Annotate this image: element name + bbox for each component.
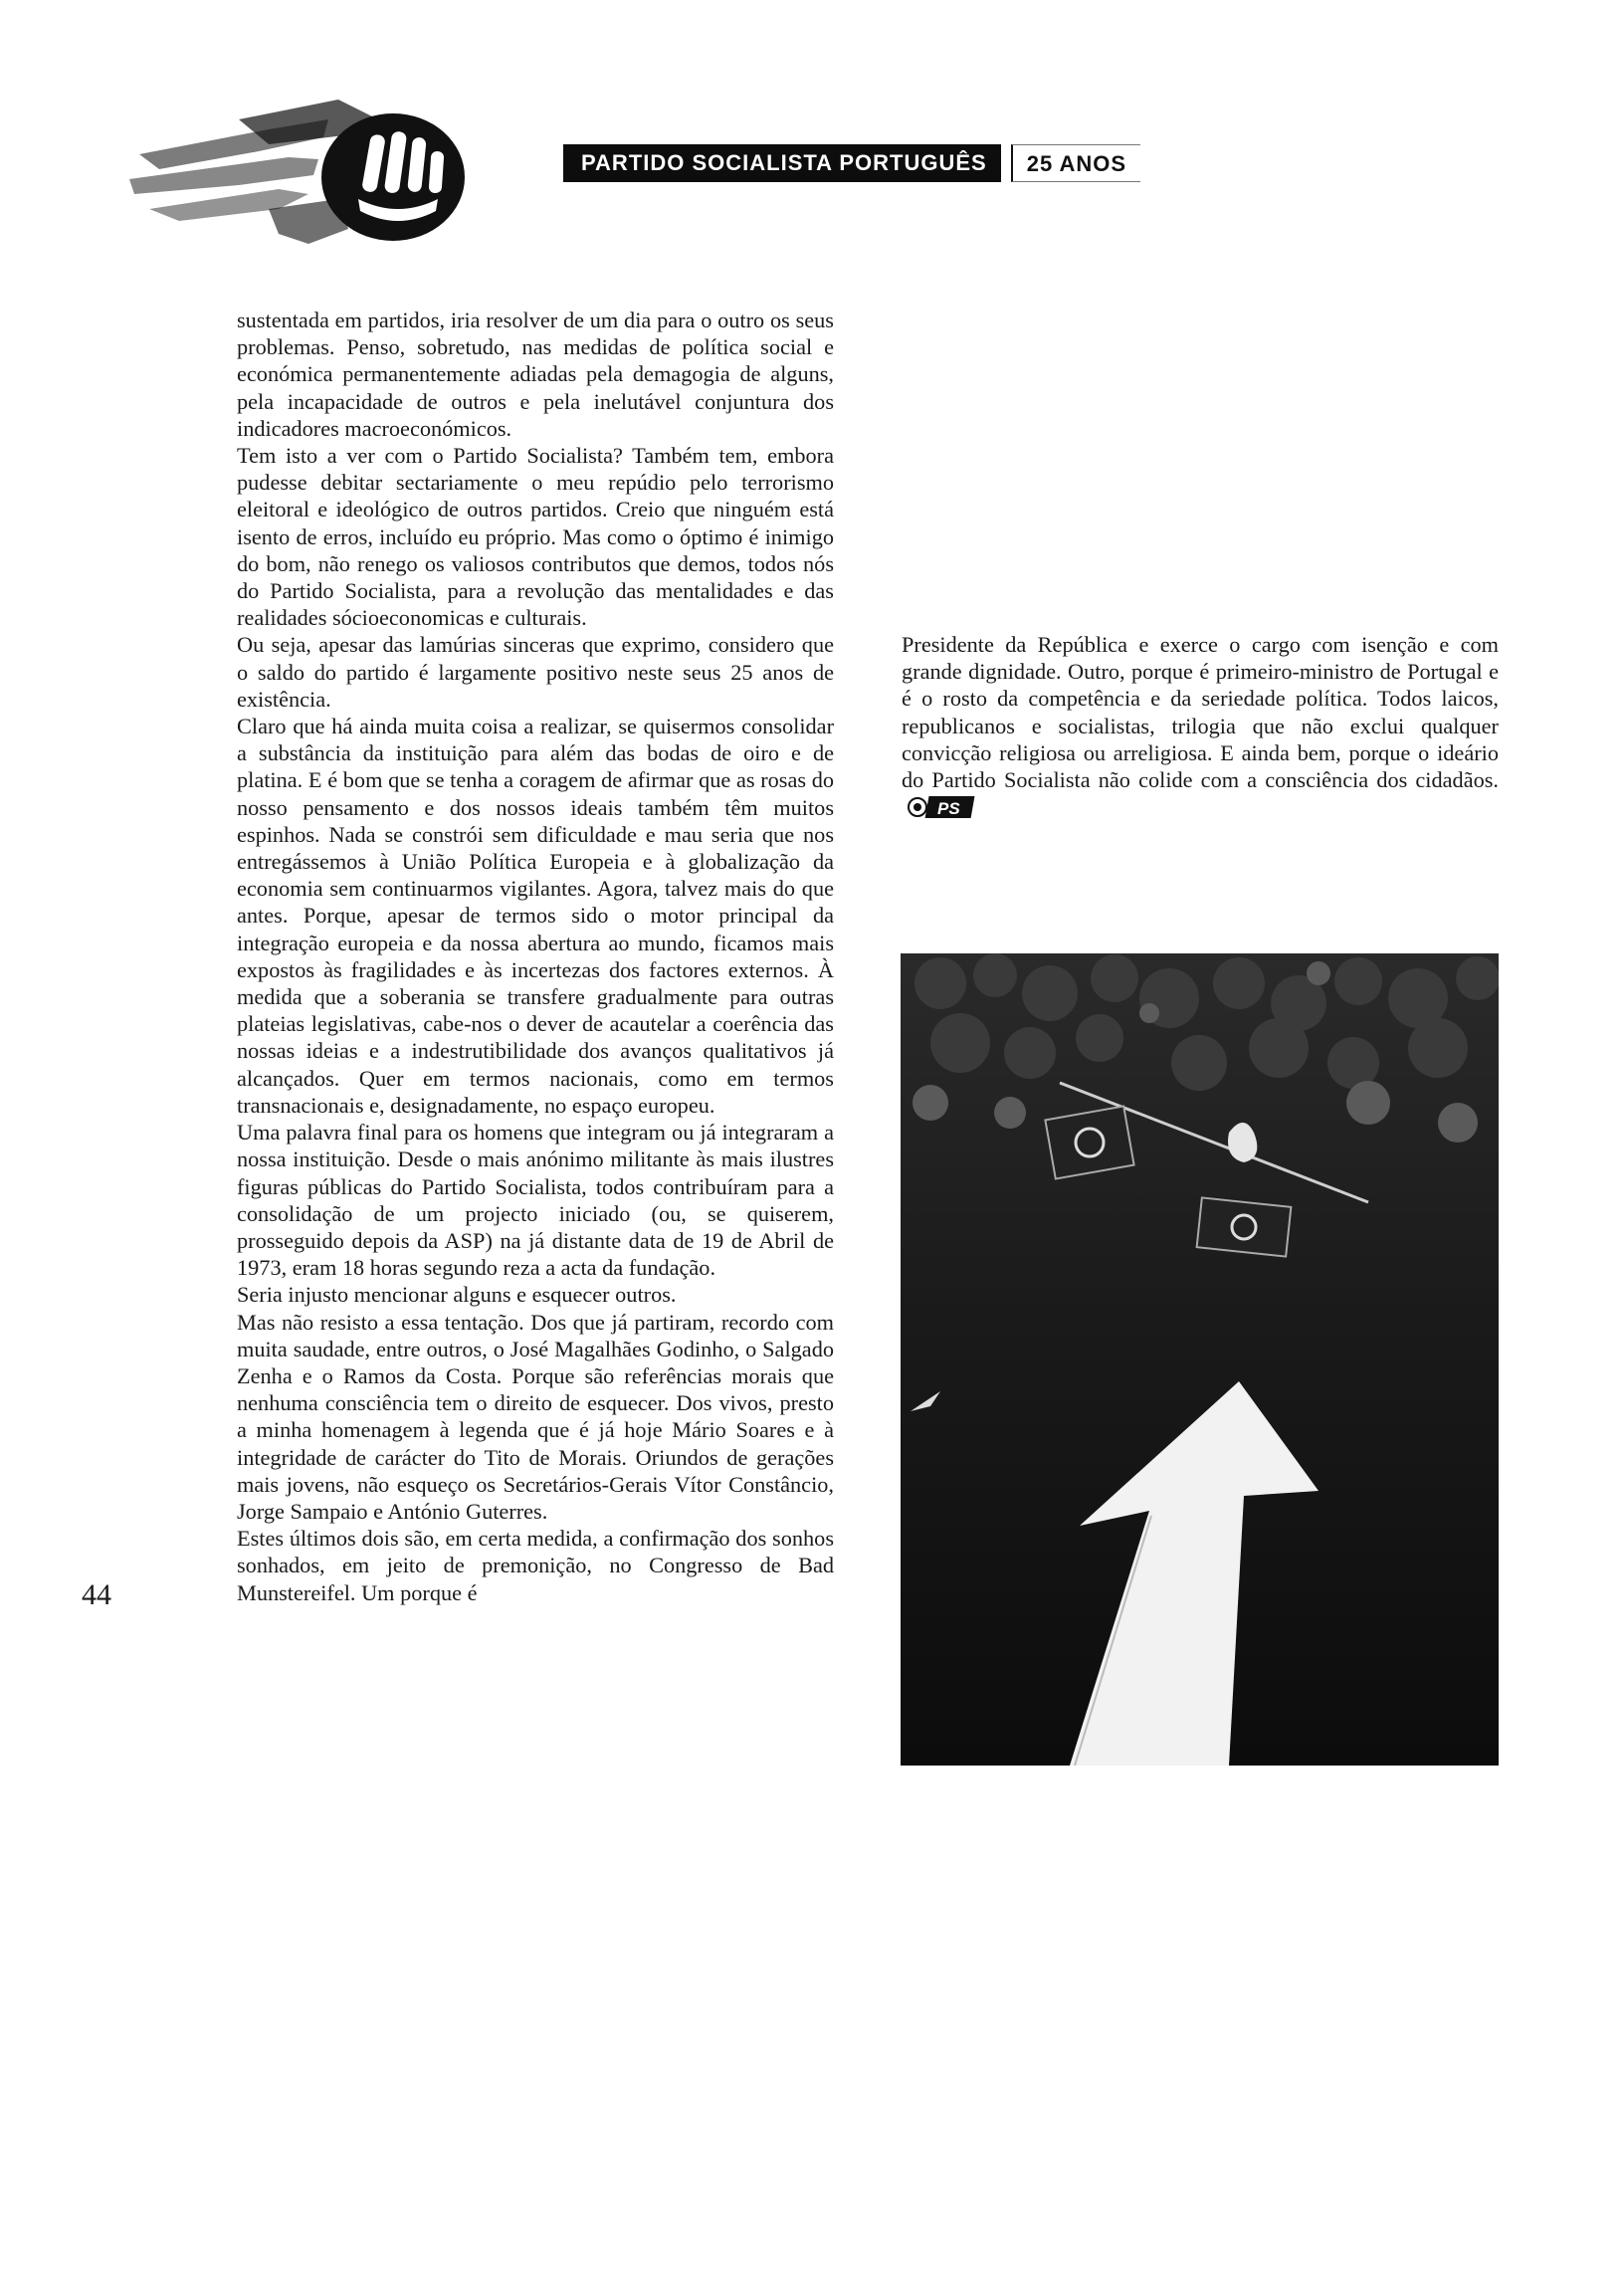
paragraph: Mas não resisto a essa tentação. Dos que já partiram, recordo com muita saudade, entre outros, o José Magalhães Godinho, o Salgado Zenha e o Ramos da Costa. Porque são referências morais que nenhuma consciência tem o direito de esquecer. Dos vivos, presto a minha homenagem à legenda que é já hoje Mário Soares e à integridade de carácter do Tito de Morais. Oriundos de gerações mais jovens, não esqueço os Secretários-Gerais Vítor Constâncio, Jorge Sampaio e António Guterres.	[237, 1309, 834, 1524]
paragraph: Tem isto a ver com o Partido Socialista? Também tem, embora pudesse debitar sectariamente o meu repúdio pelo terrorismo eleitoral e ideológico de outros partidos. Creio que ninguém está isento de erros, incluído eu próprio. Mas como o óptimo é inimigo do bom, não renego os valiosos contributos que demos, todos nós do Partido Socialista, para a revolução das mentalidades e das realidades sócioeconomicas e culturais.	[237, 443, 834, 631]
right-column	[902, 631, 1499, 827]
paragraph	[902, 631, 1499, 827]
paragraph: sustentada em partidos, iria resolver de um dia para o outro os seus problemas. Penso, sobretudo, nas medidas de política social e económica permanentemente adiadas pela demagogia de alguns, pela incapacidade de outros e pela inelutável conjuntura dos indicadores macroeconómicos.	[237, 308, 834, 441]
header-title: PARTIDO SOCIALISTA PORTUGUÊS	[563, 144, 1001, 182]
paragraph: Seria injusto mencionar alguns e esquecer outros.	[237, 1282, 677, 1308]
paragraph: Estes últimos dois são, em certa medida, a confirmação dos sonhos sonhados, em jeito de premonição, no Congresso de Bad Munstereifel. Um porque é	[237, 1526, 834, 1605]
paragraph: Ou seja, apesar das lamúrias sinceras que exprimo, considero que o saldo do partido é largamente positivo neste seus 25 anos de existência.	[237, 632, 834, 712]
rally-crowd-with-ps-flags-and-arrow-image	[901, 953, 1499, 1766]
right-column-text: Presidente da República e exerce o cargo com isenção e com grande dignidade. Outro, porque é primeiro-ministro de Portugal e é o rosto da competência e da seriedade política. Todos laicos, republicanos e socialistas, trilogia que não exclui qualquer convicção religiosa ou arreligiosa. E ainda bem, porque o ideário do Partido Socialista não colide com a consciência dos cidadãos.	[902, 632, 1499, 793]
raised-fist-icon	[119, 60, 478, 259]
ps-end-mark-label: PS	[937, 799, 960, 819]
header-years: 25 ANOS	[1011, 144, 1140, 182]
header-bar	[563, 144, 1140, 182]
paragraph: Uma palavra final para os homens que integram ou já integraram a nossa instituição. Desde o mais anónimo militante às mais ilustres figuras públicas do Partido Socialista, todos contribuíram para a consolidação de um projecto iniciado (ou, se quiserem, prosseguido depois da ASP) na já distante data de 19 de Abril de 1973, eram 18 horas segundo reza a acta da fundação.	[237, 1120, 834, 1281]
left-column	[237, 307, 834, 1606]
page-number: 44	[82, 1578, 111, 1611]
ps-end-mark-icon	[908, 793, 977, 827]
paragraph: Claro que há ainda muita coisa a realizar, se quisermos consolidar a substância da instituição para além das bodas de oiro e de platina. E é bom que se tenha a coragem de afirmar que as rosas do nosso pensamento e dos nossos ideais também têm muitos espinhos. Nada se constrói sem dificuldade e mau seria que nos entregássemos à União Política Europeia e à globalização da economia sem continuarmos vigilantes. Agora, talvez mais do que antes. Porque, apesar de termos sido o motor principal da integração europeia e da nossa abertura ao mundo, ficamos mais expostos às fragilidades e às incertezas dos factores externos. À medida que a soberania se transfere gradualmente para outras plateias legislativas, cabe-nos o dever de acautelar a coerência das nossas ideias e a indestrutibilidade dos avanços qualitativos já alcançados. Quer em termos nacionais, como em termos transnacionais e, designadamente, no espaço europeu.	[237, 714, 834, 1118]
